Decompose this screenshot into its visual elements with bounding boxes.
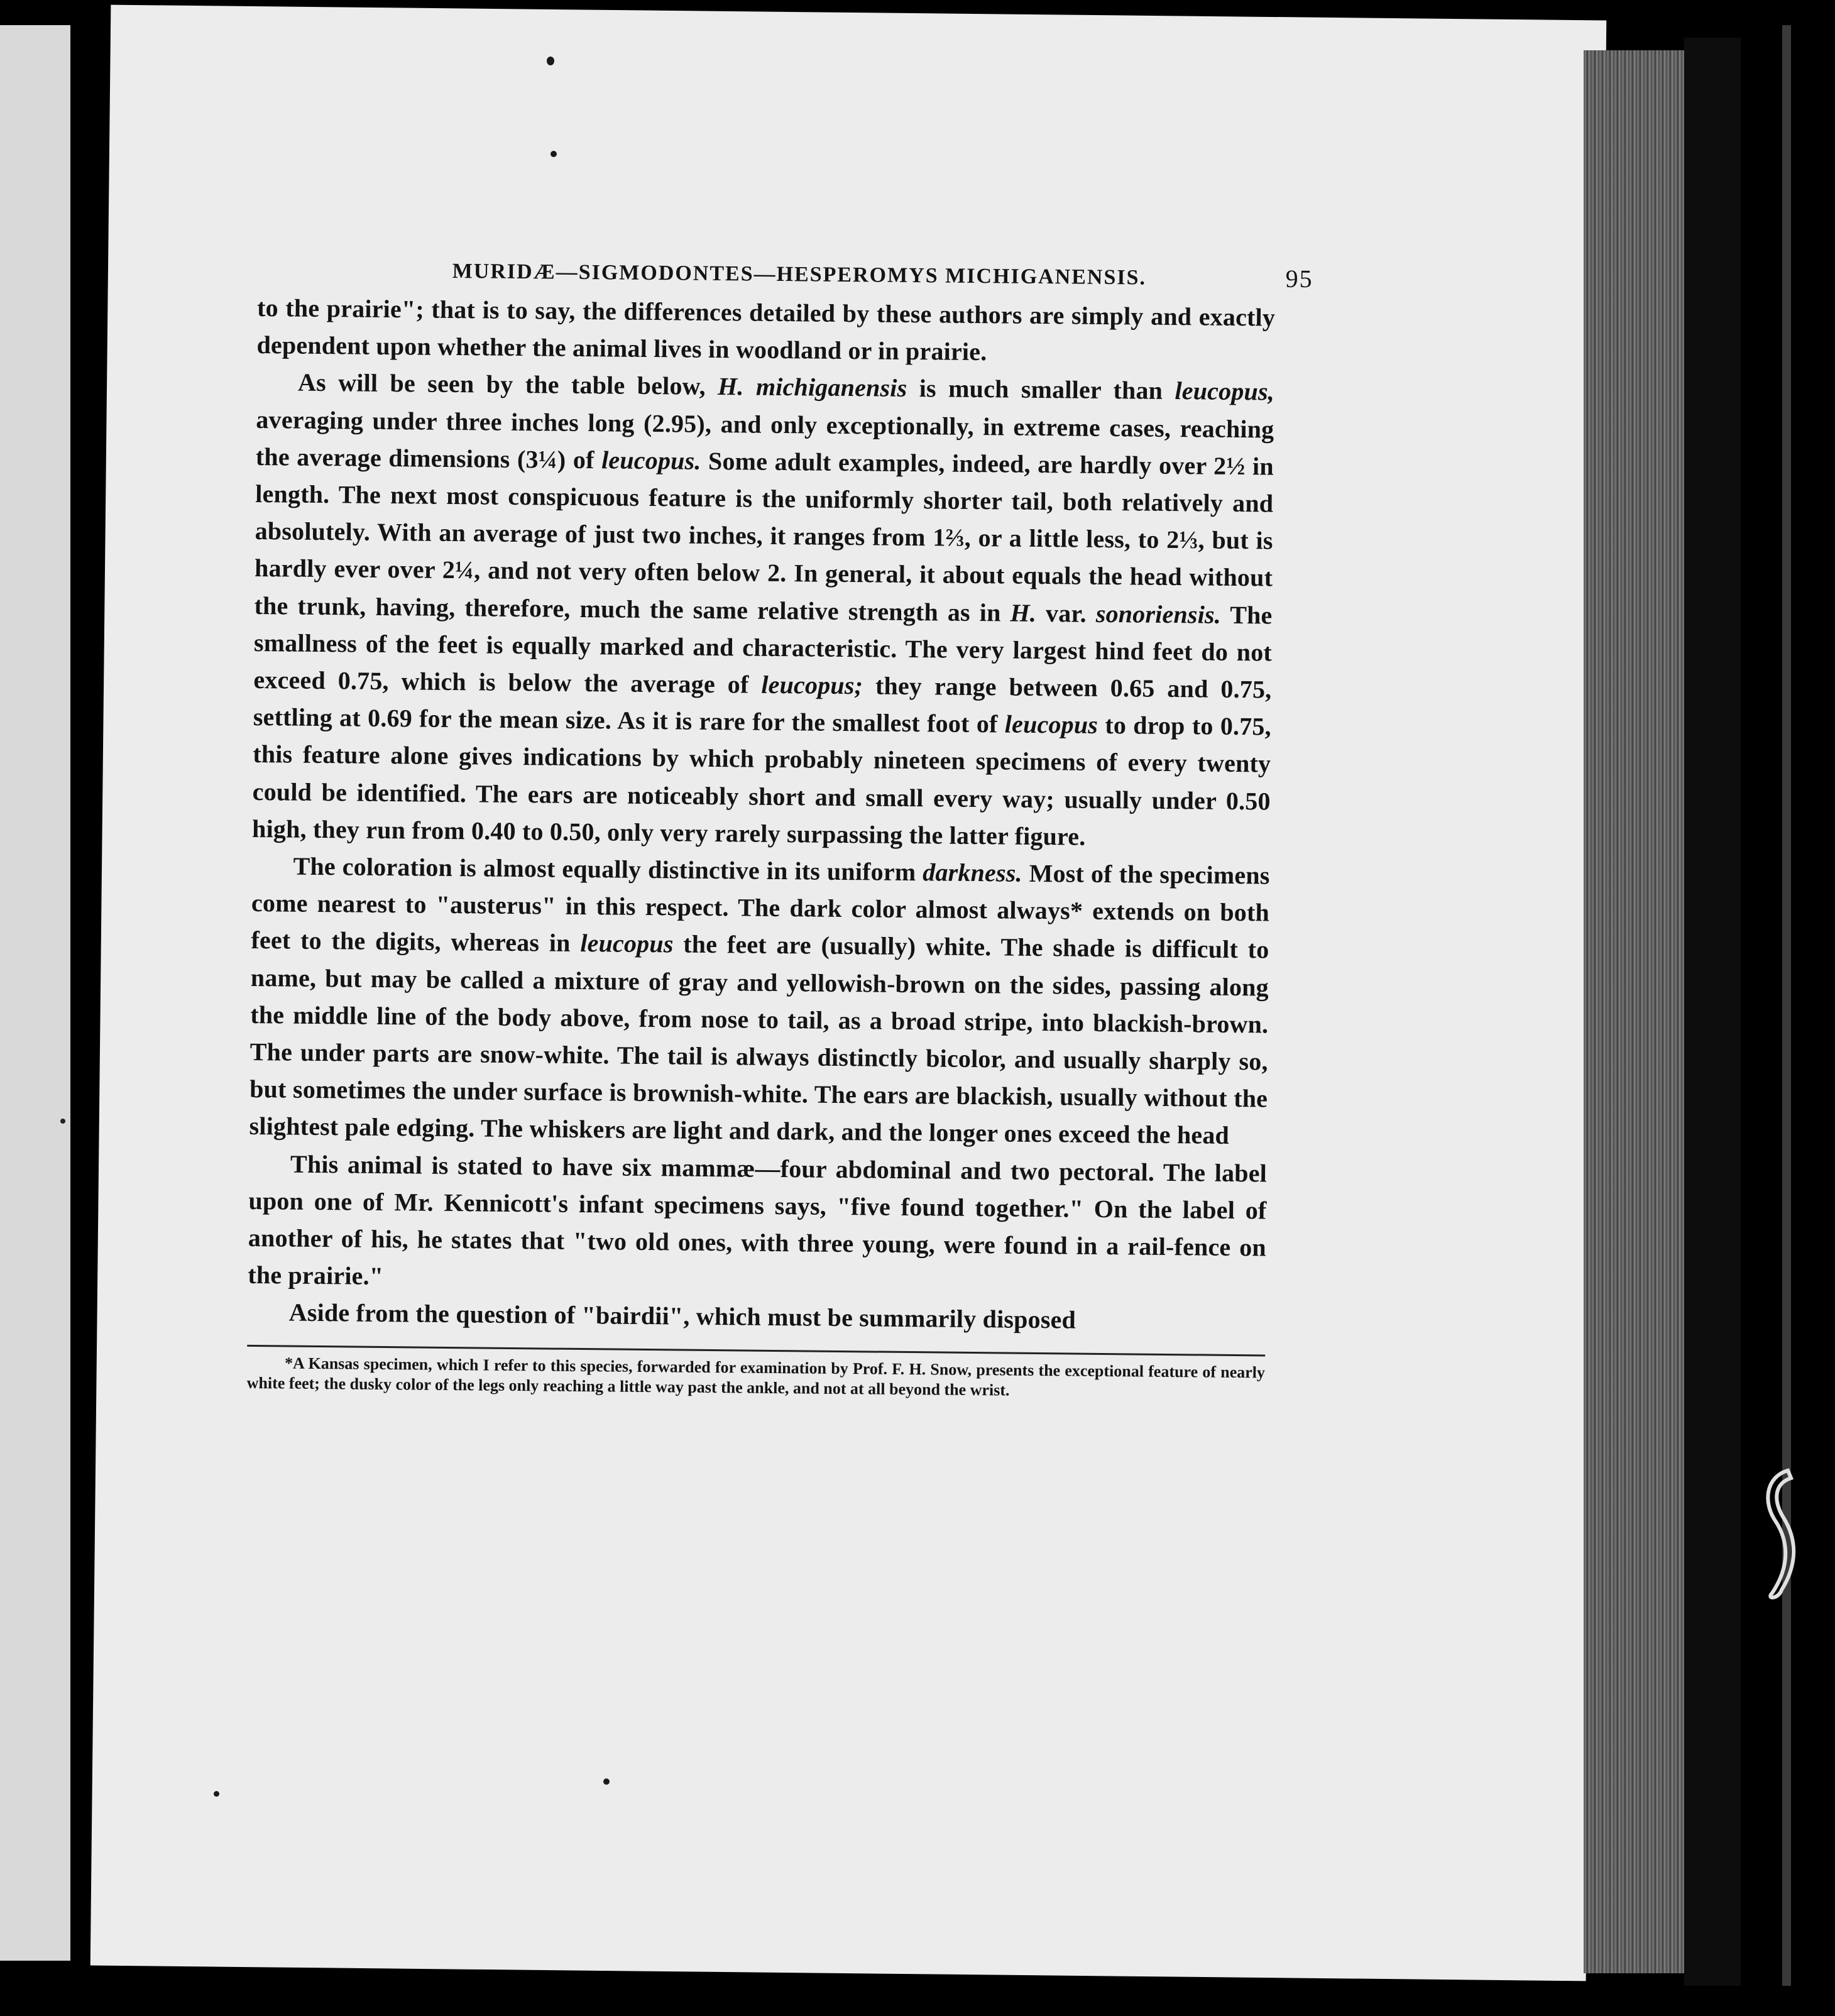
italic-term: leucopus;: [761, 670, 863, 700]
paragraph: [249, 847, 1269, 1154]
body-text: [248, 289, 1276, 1340]
running-head-title: MURIDÆ—SIGMODONTES—HESPEROMYS MICHIGANENSIS.: [452, 259, 1147, 290]
speck: [603, 1778, 610, 1785]
text-run: they range between 0.65 and 0.75, settling at 0.69 for the mean size. As it is rare for the smallest foot of: [253, 671, 1272, 738]
page-text: [246, 251, 1313, 1403]
binding-shadow: [1684, 38, 1741, 1986]
paragraph: [248, 1145, 1267, 1303]
binding-edge: [1782, 25, 1791, 1986]
text-run: This animal is stated to have six mammæ—four abdominal and two pectoral. The label upon one of Mr. Kennicott's infant specimens says, "five found together." On the label of another of his, he states that "two old ones, with three young, were found in a rail-fence on the prairie.": [248, 1149, 1268, 1291]
paragraph: [252, 363, 1274, 857]
text-run: Aside from the question of "bairdii", which must be summarily disposed: [288, 1298, 1076, 1335]
italic-term: darkness.: [923, 858, 1022, 887]
text-run: The coloration is almost equally distinctive in its uniform: [293, 852, 923, 887]
italic-term: H.: [1010, 598, 1037, 627]
italic-term: leucopus,: [1175, 376, 1275, 406]
page-number: 95: [1285, 264, 1313, 293]
text-run: the feet are (usually) white. The shade is difficult to name, but may be called a mixture of gray and yellowish-brown on the sides, passing along the middle line of the body above, from nose to tail, as a broad stripe, into blackish-brown. The under parts are snow-white. The tail is always distinctly bicolor, and usually sharply so, but sometimes the under surface is brownish-white. The ears are blackish, usually without the slightest pale edging. The whiskers are light and dark, and the longer ones exceed the head: [249, 929, 1269, 1150]
italic-term: H. michiganensis: [717, 372, 907, 403]
text-run: As will be seen by the table below,: [297, 368, 718, 401]
italic-term: leucopus: [580, 929, 674, 958]
page-block-edges: [1584, 50, 1684, 1973]
binder-s-mark: [1753, 1464, 1804, 1602]
text-run: var.: [1036, 598, 1097, 628]
text-run: Most of the specimens come nearest to "austerus" in this respect. The dark color almost always* extends on both feet to the digits, whereas in: [251, 858, 1270, 958]
text-run: Some adult examples, indeed, are hardly over 2½ in length. The next most conspicuous feature is the uniformly shorter tail, both relatively and absolutely. With an average of just two inches, it ranges from 1⅔, or a little less, to 2⅓, but is hardly ever over 2¼, and not very often below 2. In general, it about equals the head without the trunk, having, therefore, much the same relative strength as in: [254, 446, 1274, 627]
speck: [214, 1791, 219, 1797]
italic-term: sonoriensis.: [1095, 599, 1222, 629]
speck: [547, 57, 554, 65]
footnote-text: *A Kansas specimen, which I refer to this species, forwarded for examination by Prof. F. H. Snow, presents the exceptional feature of nearly white feet; the dusky color of the legs only reaching a little way past the ankle, and not at all beyond the wrist.: [246, 1354, 1266, 1400]
text-run: is much smaller than: [907, 374, 1175, 405]
text-run: The smallness of the feet is equally marked and characteristic. The very largest hind feet do not exceed 0.75, which is below the average of: [253, 600, 1273, 699]
text-run: to drop to 0.75, this feature alone gives indications by which probably nineteen specimens of every twenty could be identified. The ears are noticeably short and small every way; usually under 0.50 high, they run from 0.40 to 0.50, only very rarely surpassing the latter figure.: [251, 711, 1272, 851]
text-run: to the prairie"; that is to say, the differences detailed by these authors are simply and exactly dependent upon whether the animal lives in woodland or in prairie.: [256, 293, 1276, 366]
italic-term: leucopus: [1004, 709, 1098, 740]
text-run: averaging under three inches long (2.95), and only exceptionally, in extreme cases, reaching the average dimensions (3¼) of: [255, 405, 1274, 474]
speck: [550, 151, 557, 157]
adjacent-page-edge: [0, 25, 70, 1961]
italic-term: leucopus.: [601, 446, 701, 475]
paragraph: [256, 289, 1275, 373]
